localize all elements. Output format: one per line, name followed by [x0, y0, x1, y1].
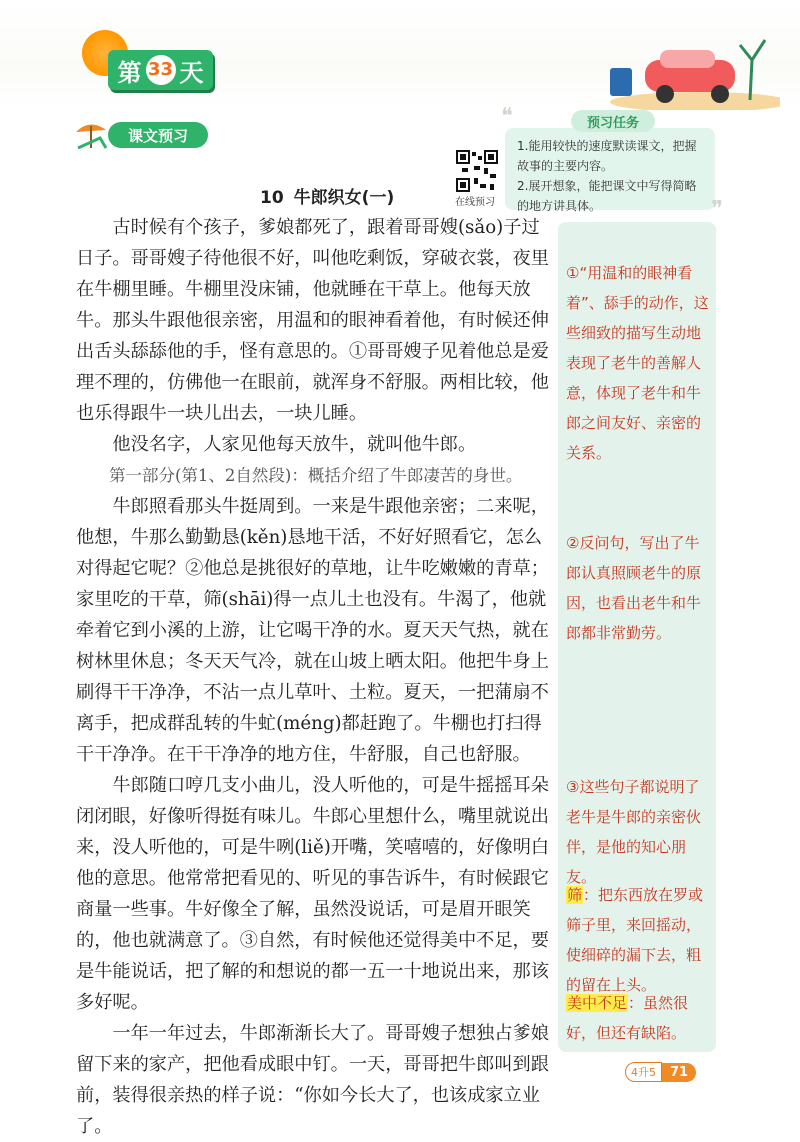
page-number: 71 [662, 1063, 696, 1082]
lesson-number: 10 [260, 188, 284, 208]
paragraph-4: 牛郎随口哼几支小曲儿，没人听他的，可是牛摇摇耳朵闭闭眼，好像听得挺有味儿。牛郎心里想什么，嘴里就说出来，没人听他的，可是牛咧(liě)开嘴，笑嘻嘻的，好像明白他的意思。他常常把看见的、听见的事告诉牛，有时候跟它商量一些事。牛好像全了解，虽然没说话，可是眉开眼笑的，他也就满意了。③自然，有时候他还觉得美中不足，要是牛能说话，把了解的和想说的都一五一十地说出来，那该多好呢。 [76, 775, 550, 1013]
preview-task-box [501, 104, 723, 222]
preview-task-title: 预习任务 [571, 110, 655, 132]
day-banner [108, 50, 213, 90]
beach-car-illustration [580, 20, 780, 110]
qr-code-icon[interactable] [456, 150, 498, 192]
lesson-title [260, 183, 460, 208]
page-number-badge [625, 1060, 696, 1084]
gloss-meizhongbuzu-term: 美中不足 [567, 994, 628, 1012]
note-1: ①“用温和的眼神看着”、舔手的动作，这些细致的描写生动地表现了老牛的善解人意，体现了老牛和牛郎之间友好、亲密的关系。 [566, 264, 709, 462]
gloss-shai [566, 880, 711, 1000]
note-3: ③这些句子都说明了老牛是牛郎的亲密伙伴，是他的知心朋友。 [566, 778, 702, 886]
gloss-shai-def: ：把东西放在罗或筛子里，来回摇动，使细碎的漏下去，粗的留在上头。 [566, 886, 704, 994]
paragraph-2: 他没名字，人家见他每天放牛，就叫他牛郎。 [112, 434, 477, 455]
task-item-1: 1.能用较快的速度默读课文，把握故事的主要内容。 [517, 139, 697, 173]
open-quote-icon: ❝ [501, 104, 513, 129]
section-tag [72, 118, 212, 152]
day-prefix: 第 [117, 58, 142, 87]
gloss-shai-term: 筛 [567, 886, 583, 904]
gloss-meizhongbuzu-def: ：虽然很好，但还有缺陷。 [566, 994, 689, 1042]
task-item-2: 2.展开想象，能把课文中写得简略的地方讲具体。 [517, 179, 697, 213]
online-preview-caption: 在线预习 [455, 197, 495, 208]
note-2: ②反问句，写出了牛郎认真照顾老牛的原因，也看出老牛和牛郎都非常勤劳。 [566, 534, 702, 642]
paragraph-5: 一年一年过去，牛郎渐渐长大了。哥哥嫂子想独占爹娘留下来的家产，把他看成眼中钉。一天，哥哥把牛郎叫到跟前，装得很亲热的样子说：“你如今长大了，也该成家立业了。 [76, 1023, 549, 1137]
day-suffix: 天 [179, 58, 204, 87]
lesson-body [76, 212, 554, 1142]
section-label: 课文预习 [108, 122, 208, 148]
preview-task-body [505, 128, 715, 213]
gloss-meizhongbuzu [566, 988, 711, 1048]
paragraph-1: 古时候有个孩子，爹娘都死了，跟着哥哥嫂(sǎo)子过日子。哥哥嫂子待他很不好，叫他吃剩饭，穿破衣裳，夜里在牛棚里睡。牛棚里没床铺，他就睡在干草上。他每天放牛。那头牛跟他很亲密，用温和的眼神看着他，有时候还伸出舌头舔舔他的手，怪有意思的。①哥哥嫂子见着他总是爱理不理的，仿佛他一在眼前，就浑身不舒服。两相比较，他也乐得跟牛一块儿出去，一块儿睡。 [76, 217, 549, 424]
section-summary: 第一部分(第1、2自然段)：概括介绍了牛郎凄苦的身世。 [109, 466, 523, 485]
lesson-name: 牛郎织女(一) [293, 188, 395, 208]
paragraph-3: 牛郎照看那头牛挺周到。一来是牛跟他亲密；二来呢，他想，牛那么勤勤恳(kěn)恳地干活，不好好照看它，怎么对得起它呢？②他总是挑很好的草地，让牛吃嫩嫩的青草；家里吃的干草，筛(shāi)得一点儿土也没有。牛渴了，他就牵着它到小溪的上游，让它喝干净的水。夏天天气热，就在树林里休息；冬天天气冷，就在山坡上晒太阳。他把牛身上刷得干干净净，不沾一点儿草叶、土粒。夏天，一把蒲扇不离手，把成群乱转的牛虻(méng)都赶跑了。牛棚也打扫得干干净净。在干干净净的地方住，牛舒服，自己也舒服。 [76, 496, 549, 765]
day-number: 33 [146, 55, 176, 85]
close-quote-icon: ❞ [711, 197, 723, 222]
grade-label: 4升5 [625, 1062, 662, 1082]
